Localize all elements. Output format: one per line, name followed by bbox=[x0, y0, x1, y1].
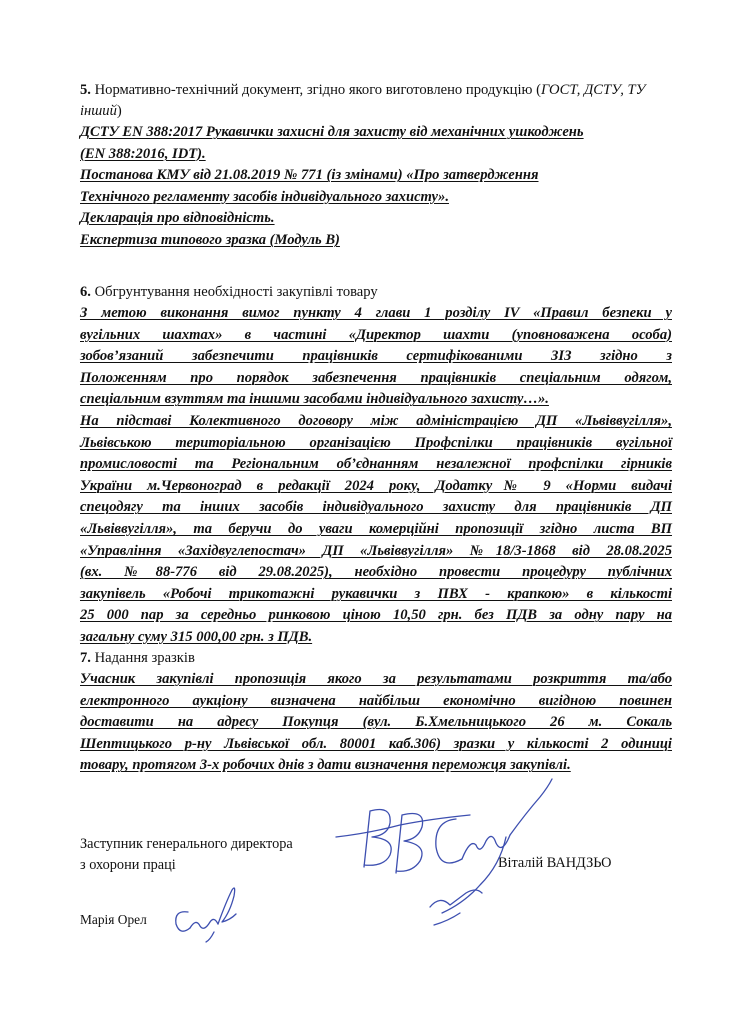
section-6-heading bbox=[80, 282, 672, 303]
section-5-heading bbox=[80, 80, 672, 122]
section-6-line: України м.Червоноград в редакції 2024 року, Додатку№ 9 «Норми видачі bbox=[80, 477, 672, 494]
section-6-line: загальну суму 315 000,00 грн. з ПДВ. bbox=[80, 628, 313, 645]
section-7-line: Учасник закупівлі пропозиція якого за результатами розкриття та/або bbox=[80, 671, 672, 687]
section-7-number: 7. bbox=[80, 650, 91, 666]
section-7-heading bbox=[80, 648, 672, 669]
section-5-line: ДСТУ EN 388:2017 Рукавички захисні для захисту від механічних ушкоджень bbox=[80, 124, 584, 140]
section-6-line: Положенням про порядок забезпечення працівників спеціальним одягом, bbox=[80, 369, 672, 386]
section-6-line: промисловості та Регіональним об’єднанням незалежної профспілки гірників bbox=[80, 456, 672, 473]
section-5 bbox=[80, 80, 672, 252]
section-6-line: «Управління «Західвуглепостач» ДП «Львіввугілля» №18/3-1868 від 28.08.2025 bbox=[80, 542, 672, 559]
section-5-heading-italic: ГОСТ, ДСТУ, ТУ інший bbox=[80, 82, 646, 119]
section-6-line: Львівською територіальною організацією Профспілки працівників вугільної bbox=[80, 434, 672, 451]
section-7-body bbox=[80, 669, 672, 777]
signatory-title bbox=[80, 834, 293, 876]
section-6-line: закупівель «Робочі трикотажні рукавички з ПВХ - крапкою» в кількості bbox=[80, 585, 672, 602]
signatory-title-line-2: з охорони праці bbox=[80, 857, 176, 873]
author-signature bbox=[170, 882, 250, 944]
section-5-heading-end: ) bbox=[116, 103, 122, 119]
section-5-line: Експертиза типового зразка (Модуль В) bbox=[80, 231, 340, 248]
document-author: Марія Орел bbox=[80, 912, 147, 927]
section-5-line: Постанова КМУ від 21.08.2019 № 771 (із змінами) «Про затвердження bbox=[80, 167, 539, 184]
section-6-line: На підставі Колективного договору між адміністрацією ДП «Львіввугілля», bbox=[80, 412, 672, 429]
section-6-line: спеціальним взуттям та іншими засобами індивідуального захисту…». bbox=[80, 391, 549, 408]
section-7-line: Шептицького р-ну Львівської обл. 80001 каб.306) зразки у кількості 2 одиниці bbox=[80, 735, 672, 752]
section-6-line: вугільних шахтах» в частині «Директор шахти (уповноважена особа) bbox=[80, 326, 672, 343]
section-6-body bbox=[80, 303, 672, 649]
section-5-line: Декларація про відповідність. bbox=[80, 210, 275, 227]
section-5-number: 5. bbox=[80, 82, 91, 98]
section-6-heading-text: Обгрунтування необхідності закупівлі товару bbox=[90, 284, 378, 300]
section-5-heading-text: Нормативно-технічний документ, згідно якого виготовлено продукцію ( bbox=[90, 82, 541, 98]
section-6-line: 25 000 пар за середньо ринковою ціною 10,50 грн. без ПДВ за одну пару на bbox=[80, 607, 672, 624]
section-6-line: (вх. №88-776 від 29.08.2025), необхідно провести процедуру публічних bbox=[80, 564, 672, 581]
section-5-line: Технічного регламенту засобів індивідуального захисту». bbox=[80, 188, 449, 205]
section-6-number: 6. bbox=[80, 284, 91, 300]
section-7-line: електронного аукціону визначена найбільш економічно вигідною повинен bbox=[80, 692, 672, 709]
section-7 bbox=[80, 648, 672, 777]
section-6 bbox=[80, 282, 672, 649]
section-5-body bbox=[80, 122, 672, 252]
section-6-line: спецодягу та інших засобів індивідуального захисту для працівників ДП bbox=[80, 499, 672, 516]
signatory-name: Віталій ВАНДЗЬО bbox=[498, 855, 612, 871]
section-7-line: товару, протягом 3-х робочих днів з дати визначення переможця закупівлі. bbox=[80, 757, 571, 774]
signatory-title-line-1: Заступник генерального директора bbox=[80, 836, 293, 852]
section-5-line: (EN 388:2016, IDT). bbox=[80, 145, 206, 162]
section-7-line: доставити на адресу Покупця (вул. Б.Хмельницького 26 м. Сокаль bbox=[80, 714, 672, 731]
section-6-line: зобов’язаний забезпечити працівників сертифікованими ЗІЗ згідно з bbox=[80, 348, 672, 365]
section-6-line: «Львіввугілля», та беручи до уваги комерційні пропозиції згідно листа ВП bbox=[80, 520, 672, 537]
section-6-line: З метою виконання вимог пункту 4 глави 1 розділу IV «Правил безпеки у bbox=[80, 305, 672, 321]
section-7-heading-text: Надання зразків bbox=[90, 650, 195, 666]
